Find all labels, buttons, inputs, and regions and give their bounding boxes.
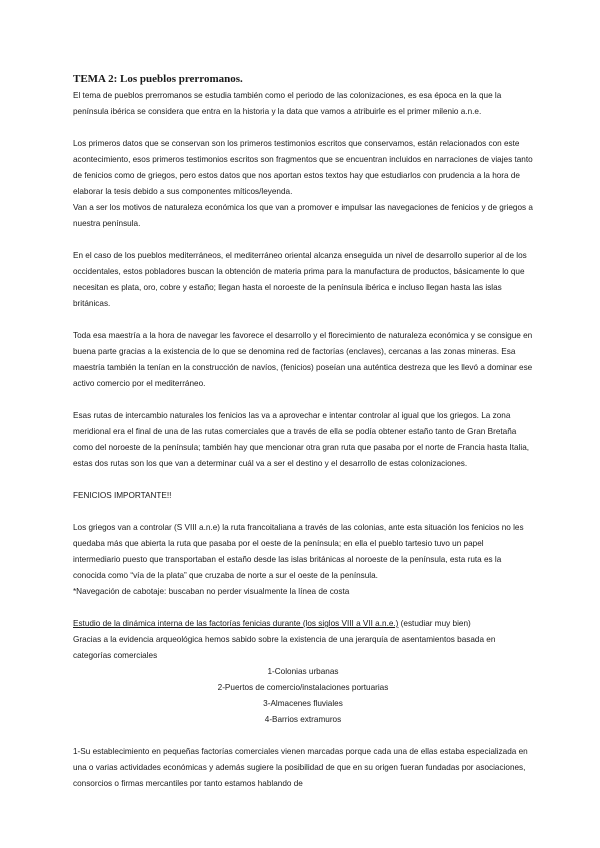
study-heading-line <box>73 616 533 632</box>
study-note: (estudiar muy bien) <box>398 619 471 628</box>
list-item: 1-Colonias urbanas <box>267 667 339 676</box>
paragraph-motives: Van a ser los motivos de naturaleza económica los que van a promover e impulsar las navegaciones de fenicios y de griegos a nuestra península. <box>73 203 533 228</box>
paragraph-mediterranean: En el caso de los pueblos mediterráneos, el mediterráneo oriental alcanza enseguida un nivel de desarrollo superior al de los occidentales, estos pobladores buscan la obtención de materia prima para la manufactura de productos, básicamente lo que necesitan es plata, oro, cobre y estaño; llegan hasta el noroeste de la península ibérica e incluso llegan hasta las islas británicas. <box>73 251 527 308</box>
paragraph-closing: 1-Su establecimiento en pequeñas factorías comerciales vienen marcadas porque cada una de ellas estaba especializada en una o varias actividades económicas y además sugiere la posibilidad de que en su origen fueran fundadas por asociaciones, consorcios o firmas mercantiles por tanto estamos hablando de <box>73 747 528 788</box>
paragraph-navigation: Toda esa maestría a la hora de navegar les favorece el desarrollo y el florecimiento de naturaleza económica y se consigue en buena parte gracias a la existencia de lo que se denomina red de factorías (enclaves), cercanas a las zonas mineras. Esa maestría también la tenían en la construcción de navíos, (fenicios) poseían una auténtica destreza que les llevó a dominar ese activo comercio por el mediterráneo. <box>73 331 533 388</box>
paragraph-intro: El tema de pueblos prerromanos se estudia también como el periodo de las colonizaciones, es esa época en la que la península ibérica se considera que entra en la historia y la data que vamos a atribuirle es el primer milenio a.n.e. <box>73 91 502 116</box>
list-item: 3-Almacenes fluviales <box>263 699 343 708</box>
study-intro: Gracias a la evidencia arqueológica hemos sabido sobre la existencia de una jerarquía de asentamientos basada en categorías comerciales <box>73 635 496 660</box>
settlement-list <box>73 664 533 728</box>
paragraph-cabotaje: *Navegación de cabotaje: buscaban no perder visualmente la línea de costa <box>73 587 350 596</box>
list-item: 4-Barrios extramuros <box>264 715 342 724</box>
paragraph-greeks: Los griegos van a controlar (S VIII a.n.e) la ruta francoitaliana a través de las colonias, ante esta situación los fenicios no les quedaba más que abierta la ruta que pasaba por el oeste de la península; en ella el pueblo tartesio tuvo un papel intermediario puesto que transportaban el estaño desde las islas británicas al noroeste de la península, esta ruta es la conocida como “vía de la plata” que cruzaba de norte a sur el oeste de la península. <box>73 523 524 580</box>
paragraph-sources: Los primeros datos que se conservan son los primeros testimonios escritos que conservamos, están relacionados con este acontecimiento, esos primeros testimonios escritos son fragmentos que se encuentran incluidos en narraciones de viajes tanto de fenicios como de griegos, pero estos datos que nos aportan estos textos hay que estudiarlos con prudencia a la hora de elaborar la tesis debido a sus componentes míticos/leyenda. <box>73 139 533 196</box>
document-page <box>73 72 533 792</box>
paragraph-routes: Esas rutas de intercambio naturales los fenicios las va a aprovechar e intentar controlar al igual que los griegos. La zona meridional era el final de una de las rutas comerciales que a través de ella se podía obtener estaño tanto de Gran Bretaña como del noroeste de la península; también hay que mencionar otra gran ruta que pasaba por el norte de Francia hasta Italia, estas dos rutas son los que van a determinar cuál va a ser el destino y el desarrollo de estas colonizaciones. <box>73 411 530 468</box>
list-item: 2-Puertos de comercio/instalaciones portuarias <box>217 683 389 692</box>
study-heading: Estudio de la dinámica interna de las factorías fenicias durante (los siglos VIII a VII a.n.e.) <box>73 619 399 628</box>
paragraph-fenicios-heading: FENICIOS IMPORTANTE!! <box>73 491 172 500</box>
page-title: TEMA 2: Los pueblos prerromanos. <box>73 73 243 85</box>
